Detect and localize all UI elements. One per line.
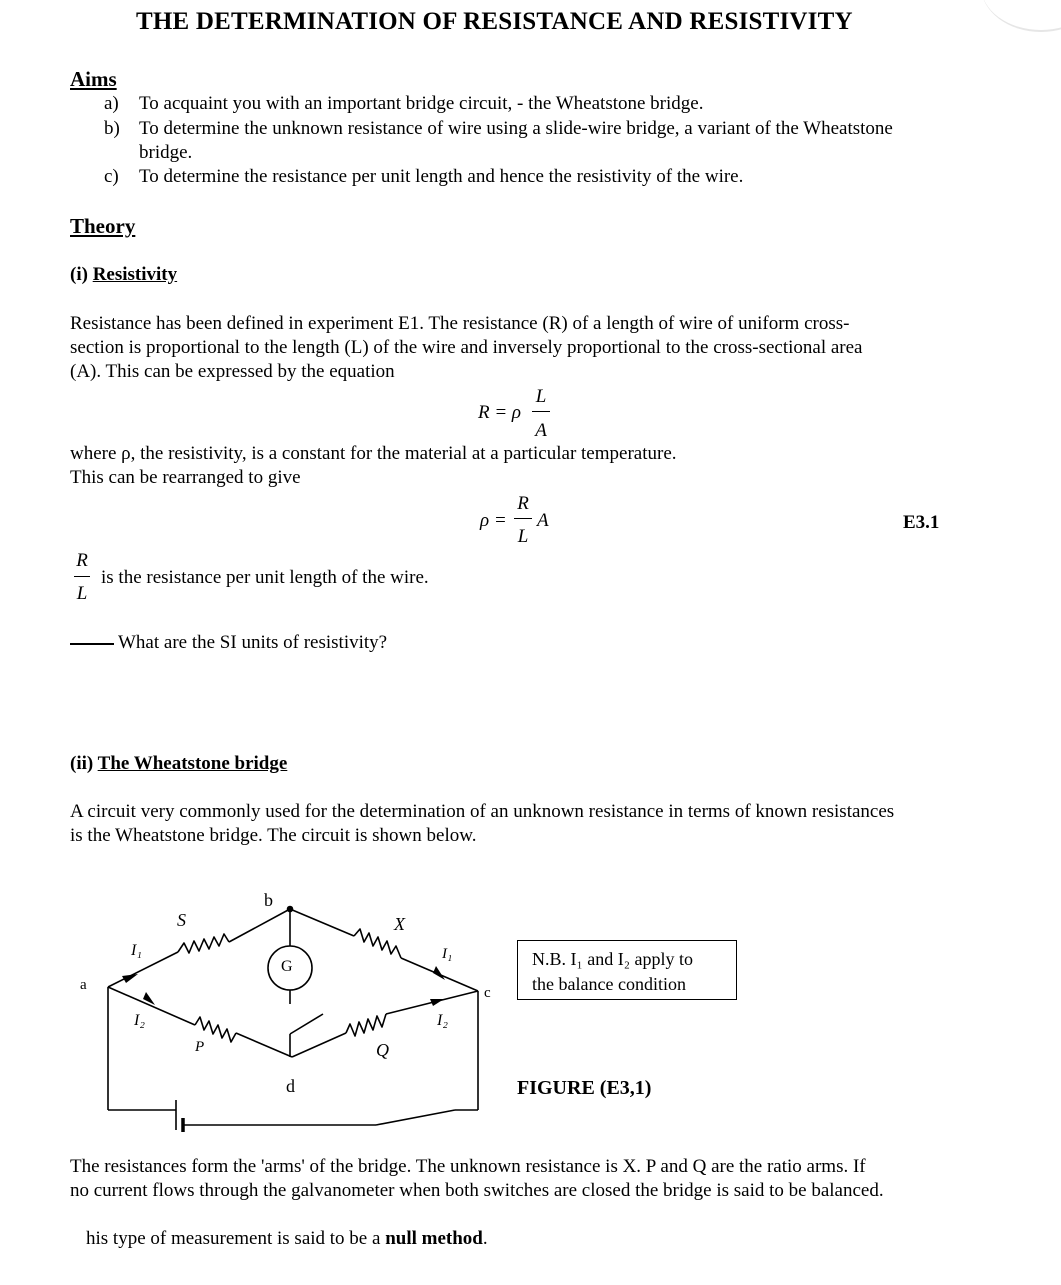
eq1-lhs: R = ρ — [478, 402, 522, 423]
resistivity-para-line-2: section is proportional to the length (L) of the wire and inversely proportional to the cross-sectional area — [70, 337, 863, 358]
resistor-label-q: Q — [376, 1040, 389, 1060]
current-label-i2-left: I₂ — [134, 1012, 145, 1029]
galvanometer-label: G — [281, 958, 293, 975]
aim-text-b-cont: bridge. — [139, 142, 193, 163]
resistor-q — [346, 1014, 386, 1036]
junction-b — [288, 907, 293, 912]
current-label-i1-left: I₁ — [131, 942, 142, 959]
rl-numerator: R — [76, 550, 88, 571]
wheatstone-title: The Wheatstone bridge — [97, 753, 288, 774]
arrow-i1-right — [433, 966, 445, 980]
node-label-d: d — [286, 1076, 295, 1096]
nb-note-line-1: N.B. I₁ and I₂ apply to — [532, 949, 694, 969]
wheatstone-para-line-1: A circuit very commonly used for the determination of an unknown resistance in terms of known resistances — [70, 801, 895, 822]
eq2-rhs: A — [537, 510, 549, 531]
rl-text: is the resistance per unit length of the wire. — [101, 567, 429, 588]
si-units-question: What are the SI units of resistivity? — [118, 632, 388, 653]
eq2-numerator: R — [517, 493, 529, 514]
wheatstone-number: (ii) — [70, 753, 94, 774]
resistivity-title: Resistivity — [92, 264, 178, 285]
aim-marker-c: c) — [104, 166, 119, 187]
aim-text-a: To acquaint you with an important bridge circuit, - the Wheatstone bridge. — [139, 93, 704, 114]
resistor-s — [178, 934, 229, 953]
null-method-term: null method — [385, 1228, 483, 1249]
battery-switch-blade — [376, 1110, 455, 1125]
resistor-label-p: P — [195, 1039, 205, 1055]
arrow-i1-left — [122, 974, 138, 983]
equation-label: E3.1 — [903, 512, 940, 533]
galvanometer-switch-blade — [290, 1014, 323, 1034]
where-line-2: This can be rearranged to give — [70, 467, 301, 488]
arrow-i2-right — [430, 999, 444, 1006]
resistivity-para-line-1: Resistance has been defined in experiment E1. The resistance (R) of a length of wire of uniform cross- — [70, 313, 850, 334]
figure-caption: FIGURE (E3,1) — [517, 1077, 652, 1099]
node-label-c: c — [484, 985, 491, 1001]
resistivity-number: (i) — [70, 264, 88, 285]
wire-a-to-p — [108, 987, 195, 1025]
wire-b-to-x — [290, 909, 354, 936]
current-label-i1-right: I₁ — [442, 946, 453, 962]
wire-d-to-q — [292, 1033, 346, 1057]
wire-p-to-d — [236, 1033, 292, 1057]
null-method-prefix: his type of measurement is said to be a — [86, 1228, 386, 1249]
node-label-a: a — [80, 977, 87, 993]
resistor-label-x: X — [394, 914, 405, 934]
closing-line-1: The resistances form the 'arms' of the bridge. The unknown resistance is X. P and Q are the ratio arms. If — [70, 1156, 866, 1177]
eq2-lhs: ρ = — [480, 510, 507, 531]
wire-s-to-b — [229, 909, 290, 942]
closing-line-2: no current flows through the galvanometer when both switches are closed the bridge is said to be balanced. — [70, 1180, 884, 1201]
resistor-label-s: S — [177, 910, 186, 930]
aims-heading: Aims — [70, 67, 117, 91]
aim-text-c: To determine the resistance per unit length and hence the resistivity of the wire. — [139, 166, 744, 187]
wheatstone-para-line-2: is the Wheatstone bridge. The circuit is shown below. — [70, 825, 477, 846]
current-label-i2-right: I₂ — [437, 1012, 448, 1029]
aim-text-b: To determine the unknown resistance of wire using a slide-wire bridge, a variant of the Wheatstone — [139, 118, 893, 139]
eq1-denominator: A — [535, 420, 547, 441]
null-method-suffix: . — [482, 1228, 488, 1249]
node-label-b: b — [264, 890, 273, 910]
aim-marker-b: b) — [104, 118, 120, 139]
wire-a-to-s — [108, 952, 178, 987]
where-line-1: where ρ, the resistivity, is a constant for the material at a particular temperature. — [70, 443, 677, 464]
aim-marker-a: a) — [104, 93, 119, 114]
resistivity-para-line-3: (A). This can be expressed by the equation — [70, 361, 395, 382]
nb-note-line-2: the balance condition — [532, 974, 686, 994]
rl-denominator: L — [76, 583, 88, 604]
theory-heading: Theory — [70, 214, 136, 238]
page-title: THE DETERMINATION OF RESISTANCE AND RESISTIVITY — [136, 8, 853, 35]
eq1-numerator: L — [535, 386, 547, 407]
null-method-line — [86, 1228, 488, 1250]
eq2-denominator: L — [517, 526, 529, 547]
